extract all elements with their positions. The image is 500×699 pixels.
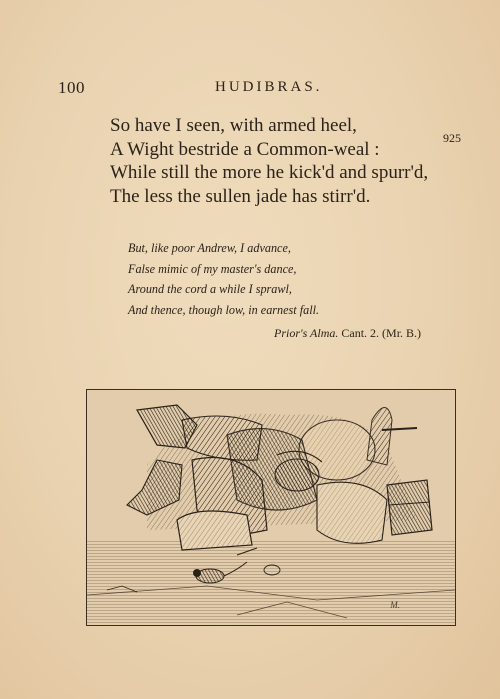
quote-line: Around the cord a while I sprawl,: [128, 282, 292, 296]
engraving-illustration: [86, 389, 456, 626]
quote-attribution: [274, 326, 421, 341]
line-number: 925: [443, 131, 461, 145]
page-number: 100: [58, 78, 85, 97]
verse-line: While still the more he kick'd and spurr'd,: [110, 162, 429, 183]
verse-line: The less the sullen jade has stirr'd.: [110, 185, 371, 207]
verse-line: So have I seen, with armed heel,: [110, 115, 357, 136]
page-header: [0, 78, 500, 98]
attribution-source: Prior's Alma.: [274, 326, 339, 340]
quote-line: And thence, though low, in earnest fall.: [128, 302, 320, 317]
quoted-verse: [128, 238, 428, 320]
verse-stanza: [110, 114, 470, 208]
quote-line: But, like poor Andrew, I advance,: [128, 241, 291, 255]
attribution-detail: Cant. 2. (Mr. B.): [341, 326, 422, 340]
running-title: HUDIBRAS.: [215, 79, 323, 95]
engraver-monogram: M.: [390, 600, 400, 610]
quote-line: False mimic of my master's dance,: [128, 261, 297, 276]
verse-line: A Wight bestride a Common-weal :: [110, 138, 380, 160]
engraving-drawing: [87, 390, 455, 625]
